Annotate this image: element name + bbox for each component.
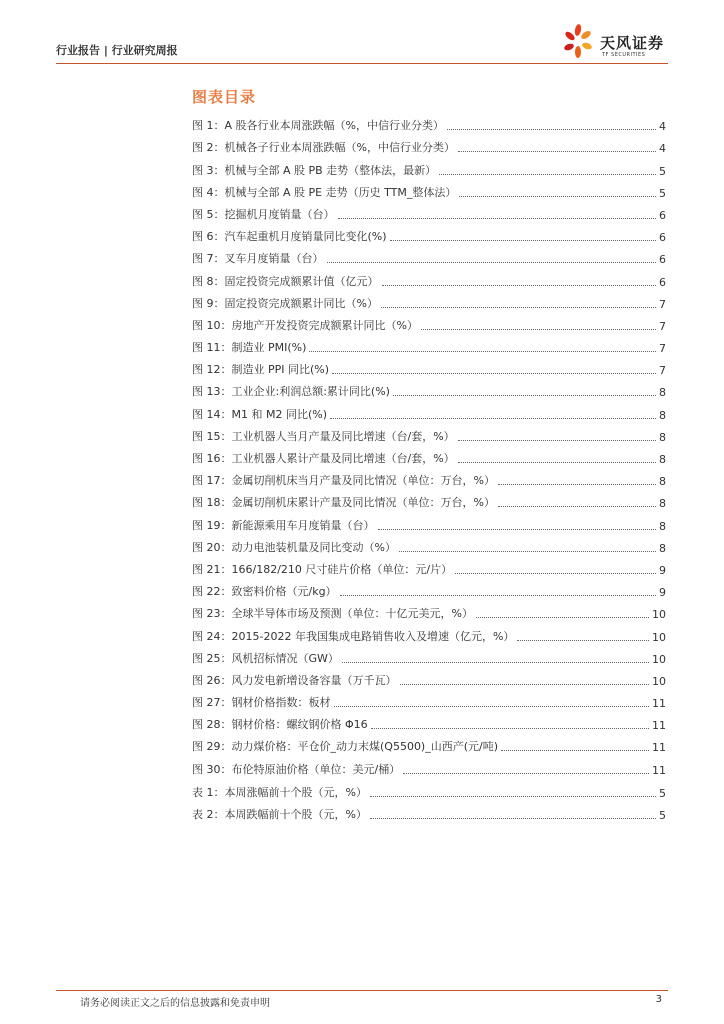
toc-entry-page: 7 <box>659 297 666 311</box>
toc-entry-label: 图 3：机械与全部 A 股 PB 走势（整体法，最新） <box>192 163 437 177</box>
toc-entry[interactable] <box>192 377 666 399</box>
toc-entry-page: 11 <box>652 741 666 755</box>
toc-entry-label: 图 30：布伦特原油价格（单位：美元/桶） <box>192 762 401 776</box>
toc-entry-page: 11 <box>652 697 666 711</box>
toc-entry-label: 图 6：汽车起重机月度销量同比变化(%) <box>192 230 387 244</box>
toc-entry-label: 图 25：风机招标情况（GW） <box>192 651 339 665</box>
toc-entry[interactable] <box>192 289 666 311</box>
toc-entry-label: 图 16：工业机器人累计产量及同比增速（台/套，%） <box>192 452 455 465</box>
leader-dots <box>476 617 649 618</box>
toc-entry-page: 10 <box>652 608 666 622</box>
toc-entry[interactable] <box>192 688 666 710</box>
toc-title: 图表目录 <box>192 88 257 106</box>
toc-entry-page: 5 <box>659 186 666 200</box>
toc-entry-page: 10 <box>652 630 666 644</box>
toc-entry[interactable] <box>192 244 666 266</box>
toc-entry-page: 6 <box>659 253 666 267</box>
logo-text-cn: 天风证券 <box>600 34 665 52</box>
toc-entry-label: 图 22：致密料价格（元/kg） <box>192 585 337 599</box>
leader-dots <box>330 418 656 419</box>
toc-entry-page: 8 <box>659 408 666 422</box>
toc-entry[interactable] <box>192 178 666 200</box>
toc-entry-page: 8 <box>659 430 666 444</box>
toc-entry-page: 8 <box>659 519 666 533</box>
toc-entry-page: 9 <box>659 586 666 600</box>
toc-entry[interactable] <box>192 222 666 244</box>
toc-entry-label: 图 15：工业机器人当月产量及同比增速（台/套，%） <box>192 429 455 443</box>
toc-entry-page: 9 <box>659 563 666 577</box>
toc-entry[interactable] <box>192 754 666 776</box>
toc-entry-label: 图 13：工业企业:利润总额:累计同比(%) <box>192 385 390 399</box>
toc-entry-label: 图 18：金属切削机床累计产量及同比情况（单位：万台，%） <box>192 496 495 510</box>
leader-dots <box>378 529 657 530</box>
table-toc-list <box>192 778 666 822</box>
toc-entry-page: 7 <box>659 319 666 333</box>
toc-entry-page: 10 <box>652 674 666 688</box>
toc-entry-page: 11 <box>652 763 666 777</box>
toc-entry-page: 6 <box>659 275 666 289</box>
leader-dots <box>332 373 656 374</box>
toc-entry-label: 图 9：固定投资完成额累计同比（%） <box>192 296 378 310</box>
leader-dots <box>439 174 656 175</box>
toc-entry[interactable] <box>192 399 666 421</box>
toc-entry-page: 8 <box>659 453 666 466</box>
toc-entry[interactable] <box>192 800 666 822</box>
leader-dots <box>338 218 657 219</box>
toc-entry-page: 8 <box>659 497 666 511</box>
toc-entry[interactable] <box>192 200 666 222</box>
toc-entry-label: 图 14：M1 和 M2 同比(%) <box>192 407 327 421</box>
leader-dots <box>403 773 649 774</box>
toc-entry[interactable] <box>192 666 666 688</box>
figure-toc-list <box>192 111 666 777</box>
footer-disclaimer: 请务必阅读正文之后的信息披露和免责申明 <box>80 998 270 1009</box>
leader-dots <box>371 728 649 729</box>
leader-dots <box>370 818 656 819</box>
toc-entry[interactable] <box>192 311 666 333</box>
toc-entry-label: 图 19：新能源乘用车月度销量（台） <box>192 518 375 532</box>
leader-dots <box>334 706 650 707</box>
toc-entry[interactable] <box>192 422 666 444</box>
toc-entry-label: 图 29：动力煤价格：平仓价_动力末煤(Q5500)_山西产(元/吨) <box>192 740 499 754</box>
toc-entry-label: 图 27：钢材价格指数：板材 <box>192 696 331 710</box>
leader-dots <box>340 595 656 596</box>
header-divider <box>56 63 668 64</box>
toc-entry[interactable] <box>192 577 666 599</box>
flower-logo-icon <box>558 22 598 62</box>
toc-entry-label: 图 8：固定投资完成额累计值（亿元） <box>192 274 379 288</box>
toc-entry-label: 图 2：机械各子行业本周涨跌幅（%，中信行业分类） <box>192 141 455 155</box>
toc-entry[interactable] <box>192 444 666 466</box>
leader-dots <box>327 262 657 263</box>
toc-entry-page: 10 <box>652 652 666 666</box>
toc-entry-page: 8 <box>659 541 666 555</box>
leader-dots <box>421 329 656 330</box>
toc-entry-label: 图 5：挖掘机月度销量（台） <box>192 207 335 221</box>
leader-dots <box>399 551 656 552</box>
leader-dots <box>447 129 656 130</box>
toc-entry-label: 图 21：166/182/210 尺寸硅片价格（单位：元/片） <box>192 562 453 576</box>
toc-entry-label: 图 11：制造业 PMI(%) <box>192 341 307 355</box>
toc-entry-label: 图 20：动力电池装机量及同比变动（%） <box>192 540 396 554</box>
toc-entry[interactable] <box>192 533 666 555</box>
leader-dots <box>458 151 656 152</box>
toc-entry-label: 图 28：钢材价格：螺纹钢价格 Φ16 <box>192 718 368 732</box>
toc-entry-page: 5 <box>659 809 666 823</box>
leader-dots <box>458 462 656 463</box>
leader-dots <box>370 796 656 797</box>
page-number: 3 <box>655 994 662 1005</box>
logo-text-en: TF SECURITIES <box>602 52 646 58</box>
toc-entry-page: 6 <box>659 208 666 222</box>
toc-entry-label: 图 26：风力发电新增设备容量（万千瓦） <box>192 673 397 687</box>
toc-entry-page: 4 <box>659 120 666 134</box>
toc-entry[interactable] <box>192 266 666 288</box>
leader-dots <box>458 440 656 441</box>
leader-dots <box>381 307 656 308</box>
toc-entry-page: 8 <box>659 475 666 489</box>
toc-entry-page: 7 <box>659 342 666 356</box>
toc-entry[interactable] <box>192 621 666 643</box>
leader-dots <box>459 196 656 197</box>
toc-entry-label: 图 10：房地产开发投资完成额累计同比（%） <box>192 318 418 332</box>
leader-dots <box>498 506 656 507</box>
toc-entry-page: 6 <box>659 231 666 245</box>
toc-entry[interactable] <box>192 778 666 800</box>
breadcrumb: 行业报告 | 行业研究周报 <box>56 44 178 57</box>
page-header <box>56 20 668 64</box>
toc-entry[interactable] <box>192 155 666 177</box>
toc-entry-label: 图 23：全球半导体市场及预测（单位：十亿元美元，%） <box>192 607 473 621</box>
footer-divider <box>56 990 668 991</box>
leader-dots <box>498 484 656 485</box>
toc-entry[interactable] <box>192 355 666 377</box>
toc-entry[interactable] <box>192 466 666 488</box>
toc-entry-page: 5 <box>659 164 666 178</box>
toc-entry-page: 7 <box>659 364 666 378</box>
toc-entry[interactable] <box>192 510 666 532</box>
leader-dots <box>393 395 656 396</box>
company-logo <box>558 22 668 62</box>
leader-dots <box>501 750 649 751</box>
toc-entry[interactable] <box>192 333 666 355</box>
leader-dots <box>400 684 650 685</box>
toc-entry-label: 图 17：金属切削机床当月产量及同比情况（单位：万台，%） <box>192 474 495 488</box>
toc-entry[interactable] <box>192 488 666 510</box>
toc-entry-label: 图 1：A 股各行业本周涨跌幅（%，中信行业分类） <box>192 119 444 133</box>
toc-entry[interactable] <box>192 710 666 732</box>
toc-entry[interactable] <box>192 732 666 754</box>
toc-entry-page: 5 <box>659 787 666 801</box>
leader-dots <box>309 351 656 352</box>
toc-entry-label: 图 12：制造业 PPI 同比(%) <box>192 363 330 377</box>
toc-entry-page: 11 <box>652 719 666 733</box>
toc-entry-label: 图 4：机械与全部 A 股 PE 走势（历史 TTM_整体法） <box>192 185 457 199</box>
leader-dots <box>390 240 656 241</box>
leader-dots <box>382 285 657 286</box>
toc-entry[interactable] <box>192 599 666 621</box>
toc-entry-label: 图 7：叉车月度销量（台） <box>192 252 324 266</box>
toc-entry[interactable] <box>192 644 666 666</box>
toc-entry-page: 8 <box>659 386 666 400</box>
leader-dots <box>517 640 649 641</box>
toc-entry-label: 图 24：2015-2022 年我国集成电路销售收入及增速（亿元，%） <box>192 629 515 643</box>
toc-entry-label: 表 2：本周跌幅前十个股（元，%） <box>192 808 367 822</box>
leader-dots <box>342 662 649 663</box>
toc-entry[interactable] <box>192 555 666 577</box>
toc-entry-label: 表 1：本周涨幅前十个股（元，%） <box>192 786 367 800</box>
toc-entry[interactable] <box>192 111 666 133</box>
toc-entry-page: 4 <box>659 142 666 156</box>
leader-dots <box>455 573 656 574</box>
toc-entry[interactable] <box>192 133 666 155</box>
